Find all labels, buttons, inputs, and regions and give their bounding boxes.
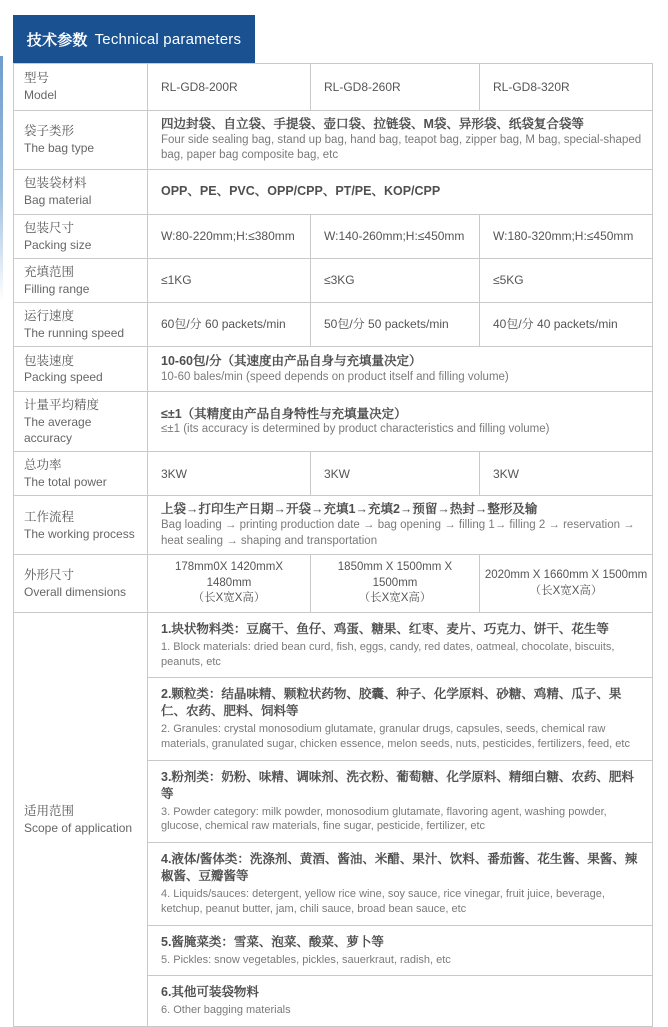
table-row-bag-material	[14, 169, 653, 214]
row-label-en: The bag type	[24, 141, 95, 156]
row-label-zh: 充填范围	[24, 264, 75, 279]
dimensions-note: （长X宽X高）	[358, 592, 432, 605]
row-label	[14, 303, 148, 347]
table-row-filling-range	[14, 258, 653, 302]
packing-size-value: W:180-320mm;H:≤450mm	[493, 229, 634, 244]
running-speed-cell-3	[480, 303, 653, 347]
average-accuracy-value-en: ≤±1 (its accuracy is determined by product characteristics and filling volume)	[161, 423, 550, 436]
dimensions-cell-2	[311, 555, 480, 613]
dimensions-size: 2020mm X 1660mm X 1500mm	[484, 569, 648, 582]
row-label-en: Overall dimensions	[24, 584, 127, 599]
row-label-en: The average accuracy	[24, 414, 92, 446]
total-power-value: 3KW	[161, 466, 188, 481]
row-label-zh: 工作流程	[24, 509, 75, 524]
row-label	[14, 258, 148, 302]
dimensions-note: （长X宽X高）	[529, 584, 603, 597]
packing-size-value: W:140-260mm;H:≤450mm	[324, 229, 465, 244]
section-title-en: Technical parameters	[94, 30, 242, 48]
row-label	[14, 169, 148, 214]
scope-item-en: 1. Block materials: dried bean curd, fish, eggs, candy, red dates, oatmeal, chocolate, biscuits, peanuts, etc	[161, 640, 615, 668]
row-label-en: The running speed	[24, 325, 125, 340]
table-row-working-process	[14, 496, 653, 555]
total-power-value: 3KW	[493, 466, 520, 481]
row-label-zh: 运行速度	[24, 309, 75, 324]
packing-speed-value-en: 10-60 bales/min (speed depends on product itself and filling volume)	[161, 370, 509, 383]
table-row-bag-type	[14, 111, 653, 170]
scope-item-other	[148, 976, 653, 1027]
row-label-en: The working process	[24, 526, 135, 541]
scope-item-en: 2. Granules: crystal monosodium glutamate, granular drugs, capsules, seeds, chemical raw materials, granulated sugar, chicken essence, melon seeds, nuts, pesticides, fertilizers, feed, etc	[161, 723, 630, 751]
table-row-scope-1	[14, 612, 653, 678]
scope-item-liquids	[148, 843, 653, 925]
packing-speed-cell	[148, 347, 653, 392]
row-label-en: Bag material	[24, 193, 92, 208]
filling-range-cell-2	[311, 258, 480, 302]
average-accuracy-cell	[148, 392, 653, 452]
row-label-en: Model	[24, 88, 57, 103]
running-speed-cell-2	[311, 303, 480, 347]
row-label-zh: 包装速度	[24, 353, 75, 368]
row-label-zh: 总功率	[24, 458, 62, 473]
row-label-en: Packing speed	[24, 370, 103, 385]
dimensions-size: 1850mm X 1500mm X 1500mm	[337, 561, 453, 589]
filling-range-value: ≤5KG	[493, 273, 524, 288]
scope-item-zh: 3.粉剂类：奶粉、味精、调味剂、洗衣粉、葡萄糖、化学原料、精细白糖、农药、肥料等	[161, 769, 634, 801]
dimensions-cell-1	[148, 555, 311, 613]
dimensions-cell-3	[480, 555, 653, 613]
bag-type-value-zh: 四边封袋、自立袋、手提袋、壶口袋、拉链袋、M袋、异形袋、纸袋复合袋等	[161, 117, 584, 131]
row-label	[14, 111, 148, 170]
scope-item-zh: 1.块状物料类：豆腐干、鱼仔、鸡蛋、糖果、红枣、麦片、巧克力、饼干、花生等	[161, 621, 609, 636]
filling-range-cell-1	[148, 258, 311, 302]
row-label	[14, 496, 148, 555]
bag-material-cell	[148, 169, 653, 214]
table-row-packing-speed	[14, 347, 653, 392]
packing-size-cell-3	[480, 214, 653, 258]
row-label-en: The total power	[24, 475, 107, 490]
table-row-total-power	[14, 452, 653, 496]
running-speed-value: 60包/分 60 packets/min	[161, 317, 286, 332]
table-row-overall-dimensions	[14, 555, 653, 613]
row-label-en: Scope of application	[24, 820, 133, 835]
scope-label	[14, 612, 148, 1026]
model-value: RL-GD8-320R	[493, 79, 570, 94]
dimensions-size: 178mm0X 1420mmX 1480mm	[174, 561, 284, 589]
running-speed-value: 50包/分 50 packets/min	[324, 317, 449, 332]
total-power-cell-3	[480, 452, 653, 496]
table-row-running-speed	[14, 303, 653, 347]
row-label	[14, 214, 148, 258]
left-accent-strip	[0, 56, 3, 301]
packing-size-cell-1	[148, 214, 311, 258]
row-label-zh: 包装尺寸	[24, 220, 75, 235]
row-label-zh: 适用范围	[24, 803, 75, 818]
row-label	[14, 392, 148, 452]
total-power-cell-1	[148, 452, 311, 496]
scope-item-en: 5. Pickles: snow vegetables, pickles, sauerkraut, radish, etc	[161, 953, 451, 966]
packing-size-cell-2	[311, 214, 480, 258]
packing-size-value: W:80-220mm;H:≤380mm	[161, 229, 295, 244]
model-value: RL-GD8-260R	[324, 79, 401, 94]
technical-parameters-table	[13, 63, 653, 1027]
filling-range-value: ≤3KG	[324, 273, 355, 288]
filling-range-value: ≤1KG	[161, 273, 192, 288]
running-speed-value: 40包/分 40 packets/min	[493, 317, 618, 332]
scope-item-zh: 6.其他可装袋物料	[161, 985, 259, 1000]
row-label	[14, 555, 148, 613]
working-process-value-zh: 上袋→打印生产日期→开袋→充填1→充填2→预留→热封→整形及输	[161, 502, 538, 517]
scope-item-block-materials	[148, 612, 653, 678]
row-label-zh: 外形尺寸	[24, 568, 75, 583]
scope-item-zh: 2.颗粒类：结晶味精、颗粒状药物、胶囊、种子、化学原料、砂糖、鸡精、瓜子、果仁、农药、肥料、饲料等	[161, 687, 622, 719]
bag-type-cell	[148, 111, 653, 170]
row-label-zh: 型号	[24, 71, 50, 86]
scope-item-en: 3. Powder category: milk powder, monosodium glutamate, flavoring agent, washing powder, glucose, chemical raw materials, fine sugar, pesticide, fertilizer, etc	[161, 805, 607, 833]
average-accuracy-value-zh: ≤±1（其精度由产品自身特性与充填量决定）	[161, 406, 407, 421]
model-cell-3	[480, 64, 653, 111]
model-cell-1	[148, 64, 311, 111]
scope-item-en: 6. Other bagging materials	[161, 1004, 291, 1017]
scope-item-zh: 5.酱腌菜类：雪菜、泡菜、酸菜、萝卜等	[161, 934, 384, 949]
scope-item-granules	[148, 678, 653, 760]
row-label	[14, 64, 148, 111]
model-cell-2	[311, 64, 480, 111]
scope-item-powder	[148, 760, 653, 842]
working-process-cell	[148, 496, 653, 555]
table-row-packing-size	[14, 214, 653, 258]
working-process-value-en: Bag loading → printing production date → bag opening → filling 1→ filling 2 → reservation → heat sealing → shaping and transportation	[161, 519, 635, 547]
total-power-cell-2	[311, 452, 480, 496]
bag-material-value: OPP、PE、PVC、OPP/CPP、PT/PE、KOP/CPP	[161, 184, 441, 199]
total-power-value: 3KW	[324, 466, 351, 481]
row-label	[14, 347, 148, 392]
running-speed-cell-1	[148, 303, 311, 347]
section-title-zh: 技术参数	[26, 31, 88, 49]
packing-speed-value-zh: 10-60包/分（其速度由产品自身与充填量决定）	[161, 353, 422, 368]
dimensions-note: （长X宽X高）	[192, 592, 266, 605]
scope-item-zh: 4.液体/酱体类：洗涤剂、黄酒、酱油、米醋、果汁、饮料、番茄酱、花生酱、果酱、辣椒酱、豆瓣酱等	[161, 852, 638, 884]
scope-item-en: 4. Liquids/sauces: detergent, yellow rice wine, soy sauce, rice vinegar, fruit juice, beverage, ketchup, peanut butter, jam, chili sauce, broad bean sauce, etc	[161, 888, 605, 915]
table-row-model	[14, 64, 653, 111]
row-label-en: Filling range	[24, 281, 90, 296]
scope-item-pickles	[148, 925, 653, 976]
row-label-zh: 包装袋材料	[24, 176, 87, 191]
table-row-average-accuracy	[14, 392, 653, 452]
row-label	[14, 452, 148, 496]
section-title-banner	[13, 15, 255, 63]
bag-type-value-en: Four side sealing bag, stand up bag, hand bag, teapot bag, zipper bag, M bag, special-shaped bag, paper bag composite bag, etc	[161, 133, 642, 162]
row-label-en: Packing size	[24, 237, 92, 252]
filling-range-cell-3	[480, 258, 653, 302]
row-label-zh: 计量平均精度	[24, 398, 100, 413]
row-label-zh: 袋子类形	[24, 124, 75, 139]
model-value: RL-GD8-200R	[161, 79, 238, 94]
